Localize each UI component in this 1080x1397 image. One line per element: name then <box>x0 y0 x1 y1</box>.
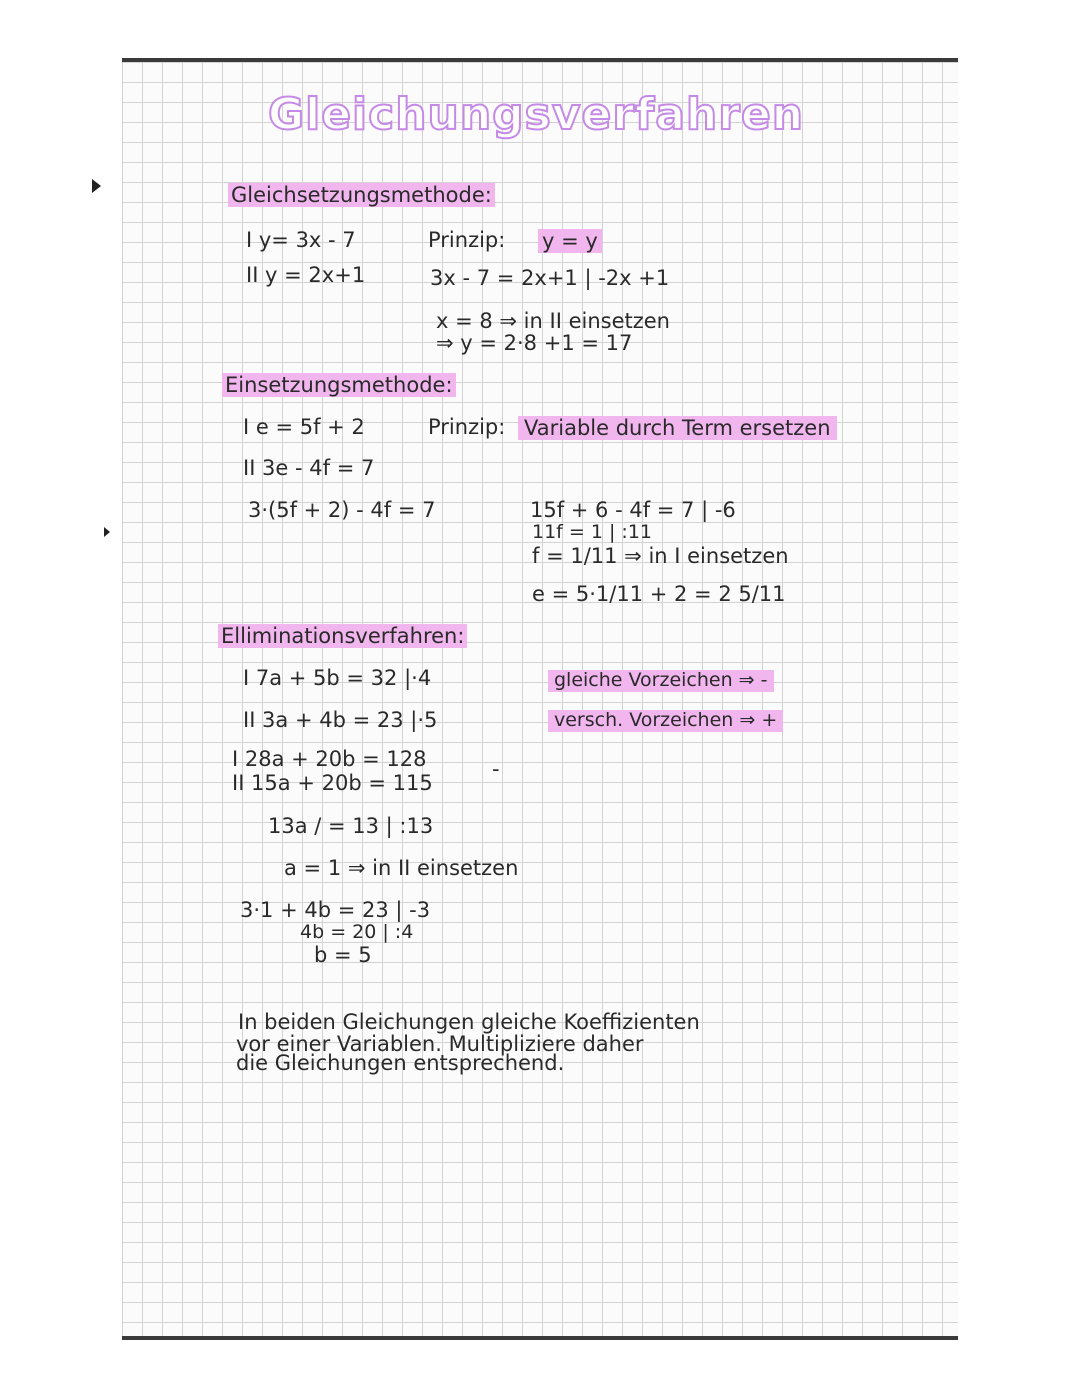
einsetzung-step-1: 3·(5f + 2) - 4f = 7 <box>248 498 436 522</box>
gleichsetzung-principle-label: Prinzip: <box>428 228 506 252</box>
einsetzung-equation-2: II 3e - 4f = 7 <box>243 456 375 480</box>
heading-gleichsetzungsmethode: Gleichsetzungsmethode: <box>228 183 495 207</box>
einsetzung-step-2: 15f + 6 - 4f = 7 | -6 <box>530 498 736 522</box>
margin-mark-top <box>92 179 101 193</box>
einsetzung-equation-1: I e = 5f + 2 <box>243 415 365 439</box>
explanation-line-2: vor einer Variablen. Multipliziere daher <box>236 1032 644 1056</box>
einsetzung-principle-label: Prinzip: <box>428 415 506 439</box>
elimination-step-1: I 28a + 20b = 128 <box>232 747 427 771</box>
heading-elliminationsverfahren: Elliminationsverfahren: <box>218 624 467 648</box>
elimination-step-2: II 15a + 20b = 115 <box>232 771 433 795</box>
einsetzung-step-3: 11f = 1 | :11 <box>532 521 653 543</box>
gleichsetzung-step-2: x = 8 ⇒ in II einsetzen <box>436 309 670 333</box>
elimination-step-3: 13a / = 13 | :13 <box>268 814 434 838</box>
explanation-line-1: In beiden Gleichungen gleiche Koeffizienten <box>238 1010 700 1034</box>
einsetzung-step-4: f = 1/11 ⇒ in I einsetzen <box>532 544 789 568</box>
margin-mark-middle <box>104 527 110 537</box>
page-title: Gleichungsverfahren <box>268 89 805 140</box>
elimination-note-different-sign: versch. Vorzeichen ⇒ + <box>548 710 783 732</box>
elimination-step-5: 3·1 + 4b = 23 | -3 <box>240 898 431 922</box>
gleichsetzung-step-1: 3x - 7 = 2x+1 | -2x +1 <box>430 266 670 290</box>
explanation-line-3: die Gleichungen entsprechend. <box>236 1051 565 1075</box>
elimination-equation-1: I 7a + 5b = 32 |·4 <box>243 666 432 690</box>
elimination-step-6: 4b = 20 | :4 <box>300 921 414 943</box>
heading-einsetzungsmethode: Einsetzungsmethode: <box>222 373 456 397</box>
gleichsetzung-principle-value: y = y <box>538 229 602 253</box>
gleichsetzung-step-3: ⇒ y = 2·8 +1 = 17 <box>436 331 633 355</box>
einsetzung-step-5: e = 5·1/11 + 2 = 2 5/11 <box>532 582 786 606</box>
elimination-note-same-sign: gleiche Vorzeichen ⇒ - <box>548 670 774 692</box>
einsetzung-principle-value: Variable durch Term ersetzen <box>518 416 837 440</box>
elimination-step-4: a = 1 ⇒ in II einsetzen <box>284 856 519 880</box>
elimination-equation-2: II 3a + 4b = 23 |·5 <box>243 708 438 732</box>
elimination-minus-sign: - <box>492 757 500 781</box>
gleichsetzung-equation-2: II y = 2x+1 <box>246 263 366 287</box>
gleichsetzung-equation-1: I y= 3x - 7 <box>246 228 356 252</box>
elimination-step-7: b = 5 <box>314 943 372 967</box>
